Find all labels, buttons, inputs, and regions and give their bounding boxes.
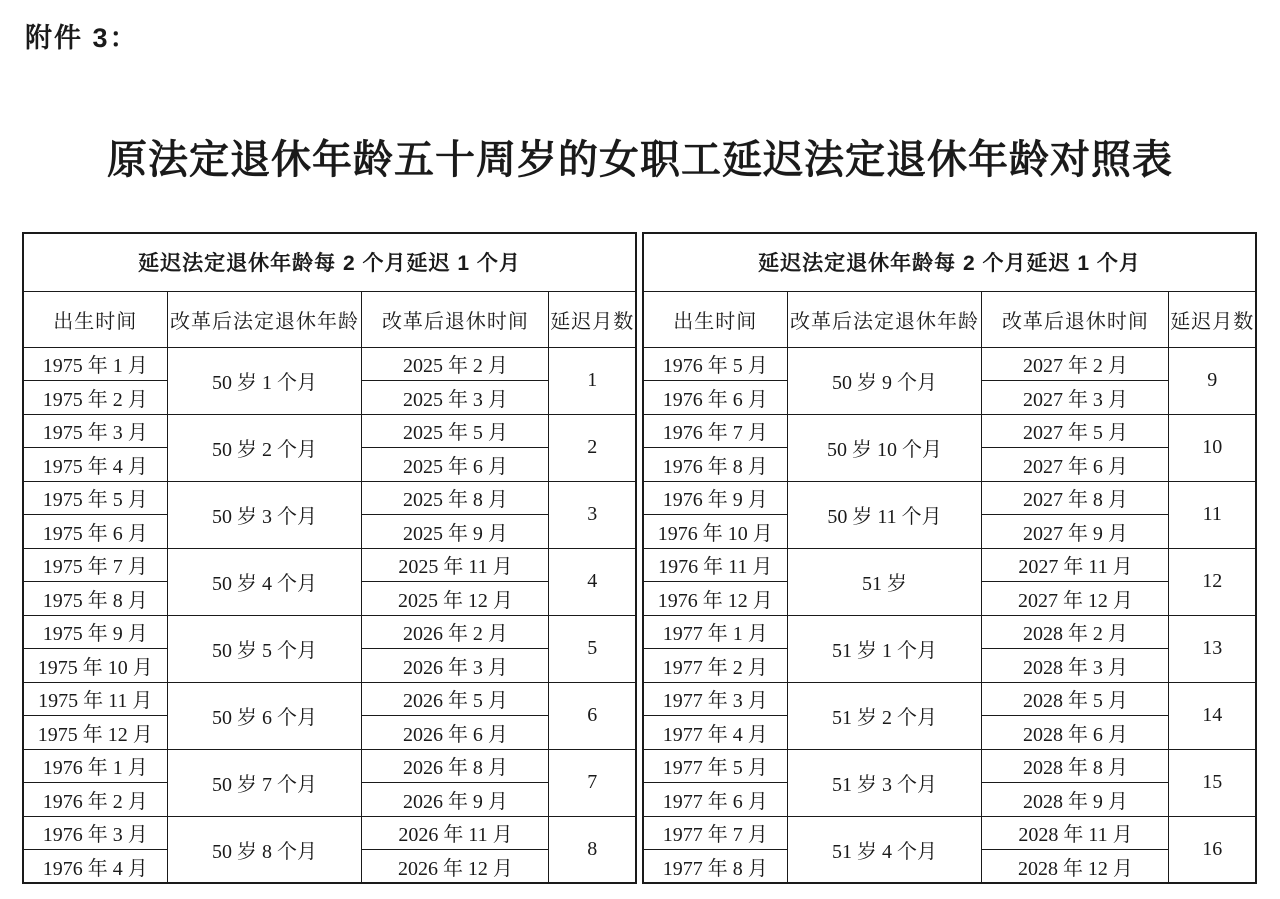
birth-cell: 1975 年 4 月	[23, 448, 167, 482]
age-cell: 50 岁 4 个月	[167, 548, 362, 615]
attachment-label: 附件 3：	[25, 23, 139, 53]
table-row	[643, 481, 1256, 515]
birth-cell: 1977 年 8 月	[643, 850, 787, 884]
delay-cell: 10	[1169, 414, 1256, 481]
birth-cell: 1977 年 1 月	[643, 615, 787, 649]
retirement-cell: 2026 年 12 月	[362, 850, 549, 884]
birth-cell: 1975 年 3 月	[23, 414, 167, 448]
retirement-cell: 2025 年 12 月	[362, 582, 549, 616]
retirement-cell: 2025 年 8 月	[362, 481, 549, 515]
table-row	[23, 749, 636, 783]
birth-cell: 1975 年 7 月	[23, 548, 167, 582]
retirement-cell: 2025 年 5 月	[362, 414, 549, 448]
birth-cell: 1975 年 1 月	[23, 347, 167, 381]
retirement-cell: 2026 年 3 月	[362, 649, 549, 683]
birth-cell: 1975 年 6 月	[23, 515, 167, 549]
birth-cell: 1975 年 10 月	[23, 649, 167, 683]
birth-cell: 1975 年 9 月	[23, 615, 167, 649]
table-row	[23, 816, 636, 850]
column-header-age: 改革后法定退休年龄	[787, 291, 982, 347]
column-header-age: 改革后法定退休年龄	[167, 291, 362, 347]
retirement-cell: 2025 年 6 月	[362, 448, 549, 482]
delay-cell: 6	[549, 682, 636, 749]
age-cell: 51 岁	[787, 548, 982, 615]
birth-cell: 1976 年 12 月	[643, 582, 787, 616]
birth-cell: 1976 年 4 月	[23, 850, 167, 884]
birth-cell: 1976 年 8 月	[643, 448, 787, 482]
retirement-cell: 2025 年 3 月	[362, 381, 549, 415]
retirement-cell: 2026 年 6 月	[362, 716, 549, 750]
birth-cell: 1977 年 6 月	[643, 783, 787, 817]
age-cell: 51 岁 3 个月	[787, 749, 982, 816]
birth-cell: 1976 年 10 月	[643, 515, 787, 549]
retirement-cell: 2028 年 11 月	[982, 816, 1169, 850]
delay-cell: 2	[549, 414, 636, 481]
retirement-cell: 2027 年 2 月	[982, 347, 1169, 381]
birth-cell: 1976 年 9 月	[643, 481, 787, 515]
table-row	[23, 682, 636, 716]
retirement-cell: 2028 年 12 月	[982, 850, 1169, 884]
page-title: 原法定退休年龄五十周岁的女职工延迟法定退休年龄对照表	[107, 137, 1173, 182]
birth-cell: 1975 年 5 月	[23, 481, 167, 515]
delay-cell: 11	[1169, 481, 1256, 548]
group-header: 延迟法定退休年龄每 2 个月延迟 1 个月	[643, 233, 1256, 291]
age-cell: 50 岁 9 个月	[787, 347, 982, 414]
age-cell: 51 岁 2 个月	[787, 682, 982, 749]
table-row	[643, 414, 1256, 448]
retirement-cell: 2028 年 2 月	[982, 615, 1169, 649]
retirement-cell: 2027 年 3 月	[982, 381, 1169, 415]
comparison-tables	[22, 232, 1258, 884]
age-cell: 50 岁 5 个月	[167, 615, 362, 682]
age-cell: 51 岁 1 个月	[787, 615, 982, 682]
delay-cell: 7	[549, 749, 636, 816]
delay-cell: 4	[549, 548, 636, 615]
birth-cell: 1976 年 5 月	[643, 347, 787, 381]
delay-cell: 3	[549, 481, 636, 548]
birth-cell: 1976 年 2 月	[23, 783, 167, 817]
delay-cell: 16	[1169, 816, 1256, 883]
retirement-cell: 2025 年 9 月	[362, 515, 549, 549]
retirement-table-left	[22, 232, 637, 884]
retirement-cell: 2025 年 11 月	[362, 548, 549, 582]
age-cell: 50 岁 10 个月	[787, 414, 982, 481]
table-row	[643, 682, 1256, 716]
retirement-cell: 2028 年 5 月	[982, 682, 1169, 716]
age-cell: 51 岁 4 个月	[787, 816, 982, 883]
retirement-cell: 2026 年 9 月	[362, 783, 549, 817]
birth-cell: 1976 年 6 月	[643, 381, 787, 415]
group-header: 延迟法定退休年龄每 2 个月延迟 1 个月	[23, 233, 636, 291]
birth-cell: 1975 年 12 月	[23, 716, 167, 750]
table-row	[23, 347, 636, 381]
age-cell: 50 岁 1 个月	[167, 347, 362, 414]
retirement-cell: 2026 年 2 月	[362, 615, 549, 649]
retirement-cell: 2028 年 8 月	[982, 749, 1169, 783]
retirement-cell: 2028 年 9 月	[982, 783, 1169, 817]
retirement-cell: 2026 年 5 月	[362, 682, 549, 716]
delay-cell: 8	[549, 816, 636, 883]
retirement-cell: 2026 年 8 月	[362, 749, 549, 783]
delay-cell: 12	[1169, 548, 1256, 615]
age-cell: 50 岁 3 个月	[167, 481, 362, 548]
table-row	[23, 481, 636, 515]
delay-cell: 13	[1169, 615, 1256, 682]
retirement-cell: 2027 年 8 月	[982, 481, 1169, 515]
column-header-retirement: 改革后退休时间	[982, 291, 1169, 347]
delay-cell: 14	[1169, 682, 1256, 749]
table-row	[23, 414, 636, 448]
birth-cell: 1976 年 3 月	[23, 816, 167, 850]
birth-cell: 1976 年 11 月	[643, 548, 787, 582]
table-row	[643, 749, 1256, 783]
table-row	[643, 347, 1256, 381]
retirement-cell: 2027 年 9 月	[982, 515, 1169, 549]
retirement-cell: 2027 年 5 月	[982, 414, 1169, 448]
retirement-cell: 2026 年 11 月	[362, 816, 549, 850]
age-cell: 50 岁 11 个月	[787, 481, 982, 548]
birth-cell: 1977 年 4 月	[643, 716, 787, 750]
retirement-cell: 2027 年 12 月	[982, 582, 1169, 616]
delay-cell: 9	[1169, 347, 1256, 414]
birth-cell: 1977 年 7 月	[643, 816, 787, 850]
retirement-cell: 2027 年 11 月	[982, 548, 1169, 582]
column-header-birth: 出生时间	[643, 291, 787, 347]
age-cell: 50 岁 7 个月	[167, 749, 362, 816]
table-row	[643, 548, 1256, 582]
birth-cell: 1977 年 5 月	[643, 749, 787, 783]
birth-cell: 1976 年 1 月	[23, 749, 167, 783]
column-header-birth: 出生时间	[23, 291, 167, 347]
birth-cell: 1975 年 2 月	[23, 381, 167, 415]
birth-cell: 1975 年 11 月	[23, 682, 167, 716]
age-cell: 50 岁 8 个月	[167, 816, 362, 883]
column-header-delay: 延迟月数	[549, 291, 636, 347]
birth-cell: 1976 年 7 月	[643, 414, 787, 448]
retirement-cell: 2028 年 6 月	[982, 716, 1169, 750]
column-header-retirement: 改革后退休时间	[362, 291, 549, 347]
retirement-cell: 2025 年 2 月	[362, 347, 549, 381]
birth-cell: 1977 年 3 月	[643, 682, 787, 716]
delay-cell: 15	[1169, 749, 1256, 816]
table-row	[23, 548, 636, 582]
retirement-cell: 2028 年 3 月	[982, 649, 1169, 683]
birth-cell: 1975 年 8 月	[23, 582, 167, 616]
table-row	[23, 615, 636, 649]
birth-cell: 1977 年 2 月	[643, 649, 787, 683]
age-cell: 50 岁 2 个月	[167, 414, 362, 481]
table-row	[643, 816, 1256, 850]
age-cell: 50 岁 6 个月	[167, 682, 362, 749]
table-row	[643, 615, 1256, 649]
retirement-cell: 2027 年 6 月	[982, 448, 1169, 482]
delay-cell: 1	[549, 347, 636, 414]
column-header-delay: 延迟月数	[1169, 291, 1256, 347]
retirement-table-right	[642, 232, 1257, 884]
delay-cell: 5	[549, 615, 636, 682]
